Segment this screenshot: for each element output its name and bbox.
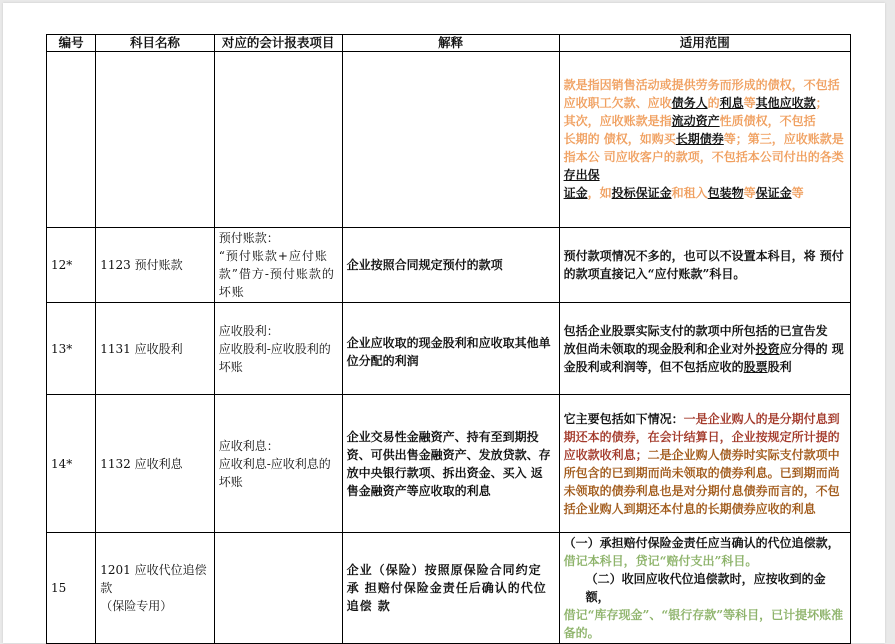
cell-subject-name: 1123 预付账款 — [96, 228, 214, 303]
table-row — [47, 52, 851, 228]
scope-text: 放但尚未领取的现金股利和企业对外 — [563, 341, 756, 356]
cell-explanation: 企业（保险）按照原保险合同约定承 担赔付保险金责任后确认的代位追偿 款 — [342, 533, 559, 644]
cell-number: 15 — [47, 533, 96, 644]
cell-scope — [559, 52, 850, 228]
link-current-assets[interactable]: 流动资产 — [671, 114, 720, 128]
cell-explanation: 企业交易性金融资产、持有至到期投资、可供出售金融资产、发放贷款、存放中央银行款项、拆出资金、买入 返售金融资产等应收取的利息 — [342, 395, 559, 533]
report-formula: “预付账款+应付账款”借方-预付账款的坏账 — [218, 249, 335, 299]
cell-scope — [559, 303, 850, 395]
scope-text: （二）收回应收代位追偿款时，应按收到的金额， — [585, 572, 826, 604]
cell-subject-name: 1132 应收利息 — [96, 395, 214, 533]
table-row — [47, 395, 851, 533]
scope-text: 和租入 — [671, 186, 708, 200]
cell-number: 12* — [47, 228, 96, 303]
cell-report-item — [214, 228, 342, 303]
scope-text: 它主要包括如下情况： — [563, 411, 684, 426]
scope-text: 二是企业购人债券时实际支付款项中 所包含的已到期而尚未领取的债券利息。已到期而尚 未领取的债券利息也是对分期付息债券而言的，不包 括企业购人到期还本付息的长期债券应收的利息 — [563, 447, 840, 516]
report-label: 预付账款： — [218, 231, 279, 245]
report-label: 应收股利： — [218, 323, 279, 338]
scope-text: 性质债权，不包括 — [719, 114, 816, 128]
document-page — [3, 3, 885, 643]
cell-scope — [559, 533, 850, 644]
scope-text: 其次，应收账款是指 — [563, 114, 672, 128]
report-formula: 应收利息-应收利息的 坏账 — [218, 456, 331, 489]
cell-explanation — [342, 52, 559, 228]
subject-note: （保险专用） — [100, 599, 173, 613]
table-row — [47, 533, 851, 644]
report-label: 应收利息： — [218, 438, 279, 453]
link-deposit-cont[interactable]: 证金 — [563, 186, 588, 200]
header-report-item: 对应的会计报表项目 — [214, 35, 342, 52]
table-row — [47, 303, 851, 395]
cell-report-item — [214, 52, 342, 228]
cell-subject-name: 1131 应收股利 — [96, 303, 214, 395]
scope-text: 长期的 债权，如购买 — [563, 132, 676, 146]
cell-report-item — [214, 303, 342, 395]
scope-text: 等 — [743, 186, 756, 200]
scope-text: 应收职工欠款、应收 — [563, 96, 672, 110]
cell-explanation: 企业应收取的现金股利和应收取其他单位分配的利润 — [342, 303, 559, 395]
cell-number: 14* — [47, 395, 96, 533]
link-stock[interactable]: 股票 — [743, 359, 768, 374]
cell-scope — [559, 395, 850, 533]
scope-text: 的 — [707, 96, 720, 110]
scope-text: （一）承担赔付保险金责任应当确认的代位追偿款， — [563, 536, 840, 550]
link-deposit[interactable]: 存出保 — [563, 168, 600, 182]
cell-number — [47, 52, 96, 228]
scope-text: 股利 — [767, 359, 792, 374]
table-header-row — [47, 35, 851, 52]
header-subject-name: 科目名称 — [96, 35, 214, 52]
link-debtor[interactable]: 债务人 — [671, 96, 708, 110]
accounting-subjects-table — [46, 34, 851, 644]
scope-text: 包括企业股票实际支付的款项中所包括的已宣告发 — [563, 323, 828, 338]
scope-text: 借记本科目，贷记“赔付支出”科目。 — [563, 554, 758, 568]
scope-text: 一是企业购人的是分期付息到 期还本的债券，在会计结算日，企业按规定所计提的 应收款收利息； — [563, 411, 840, 462]
scope-text: 等 — [743, 96, 756, 110]
cell-subject-name — [96, 533, 214, 644]
cell-subject-name — [96, 52, 214, 228]
header-explanation: 解释 — [342, 35, 559, 52]
link-investment[interactable]: 投资 — [755, 341, 780, 356]
table-row — [47, 228, 851, 303]
cell-report-item — [214, 395, 342, 533]
scope-text: 借记“库存现金”、“银行存款”等科目，已计提坏账准备的。 — [563, 608, 844, 640]
header-number: 编号 — [47, 35, 96, 52]
scope-text: 应分得的 现金股利或利润等，但不包括应收的 — [563, 341, 844, 374]
link-security-deposit[interactable]: 保证金 — [755, 186, 792, 200]
link-bid-bond[interactable]: 投标保证金 — [611, 186, 672, 200]
scope-text: ； — [815, 96, 828, 110]
cell-report-item — [214, 533, 342, 644]
subject-name: 1201 应收代位追偿款 — [100, 563, 207, 595]
cell-scope: 预付款项情况不多的，也可以不设置本科目，将 预付的款项直接记入“应付账款”科目。 — [559, 228, 850, 303]
report-formula: 应收股利-应收股利的 坏账 — [218, 341, 331, 374]
link-other-receivables[interactable]: 其他应收款 — [755, 96, 816, 110]
scope-text: 等；第三，应收账款是指本公 司应收客户的款项，不包括本公司付出的各类 — [563, 132, 844, 164]
cell-explanation: 企业按照合同规定预付的款项 — [342, 228, 559, 303]
link-long-term-bonds[interactable]: 长期债券 — [675, 132, 724, 146]
scope-text: ，如 — [587, 186, 612, 200]
link-packaging[interactable]: 包装物 — [707, 186, 744, 200]
cell-number: 13* — [47, 303, 96, 395]
link-interest[interactable]: 利息 — [719, 96, 744, 110]
scope-text: 款是指因销售活动或提供劳务而形成的债权，不包括 — [563, 78, 840, 92]
header-scope: 适用范围 — [559, 35, 850, 52]
scope-text: 等 — [791, 186, 804, 200]
